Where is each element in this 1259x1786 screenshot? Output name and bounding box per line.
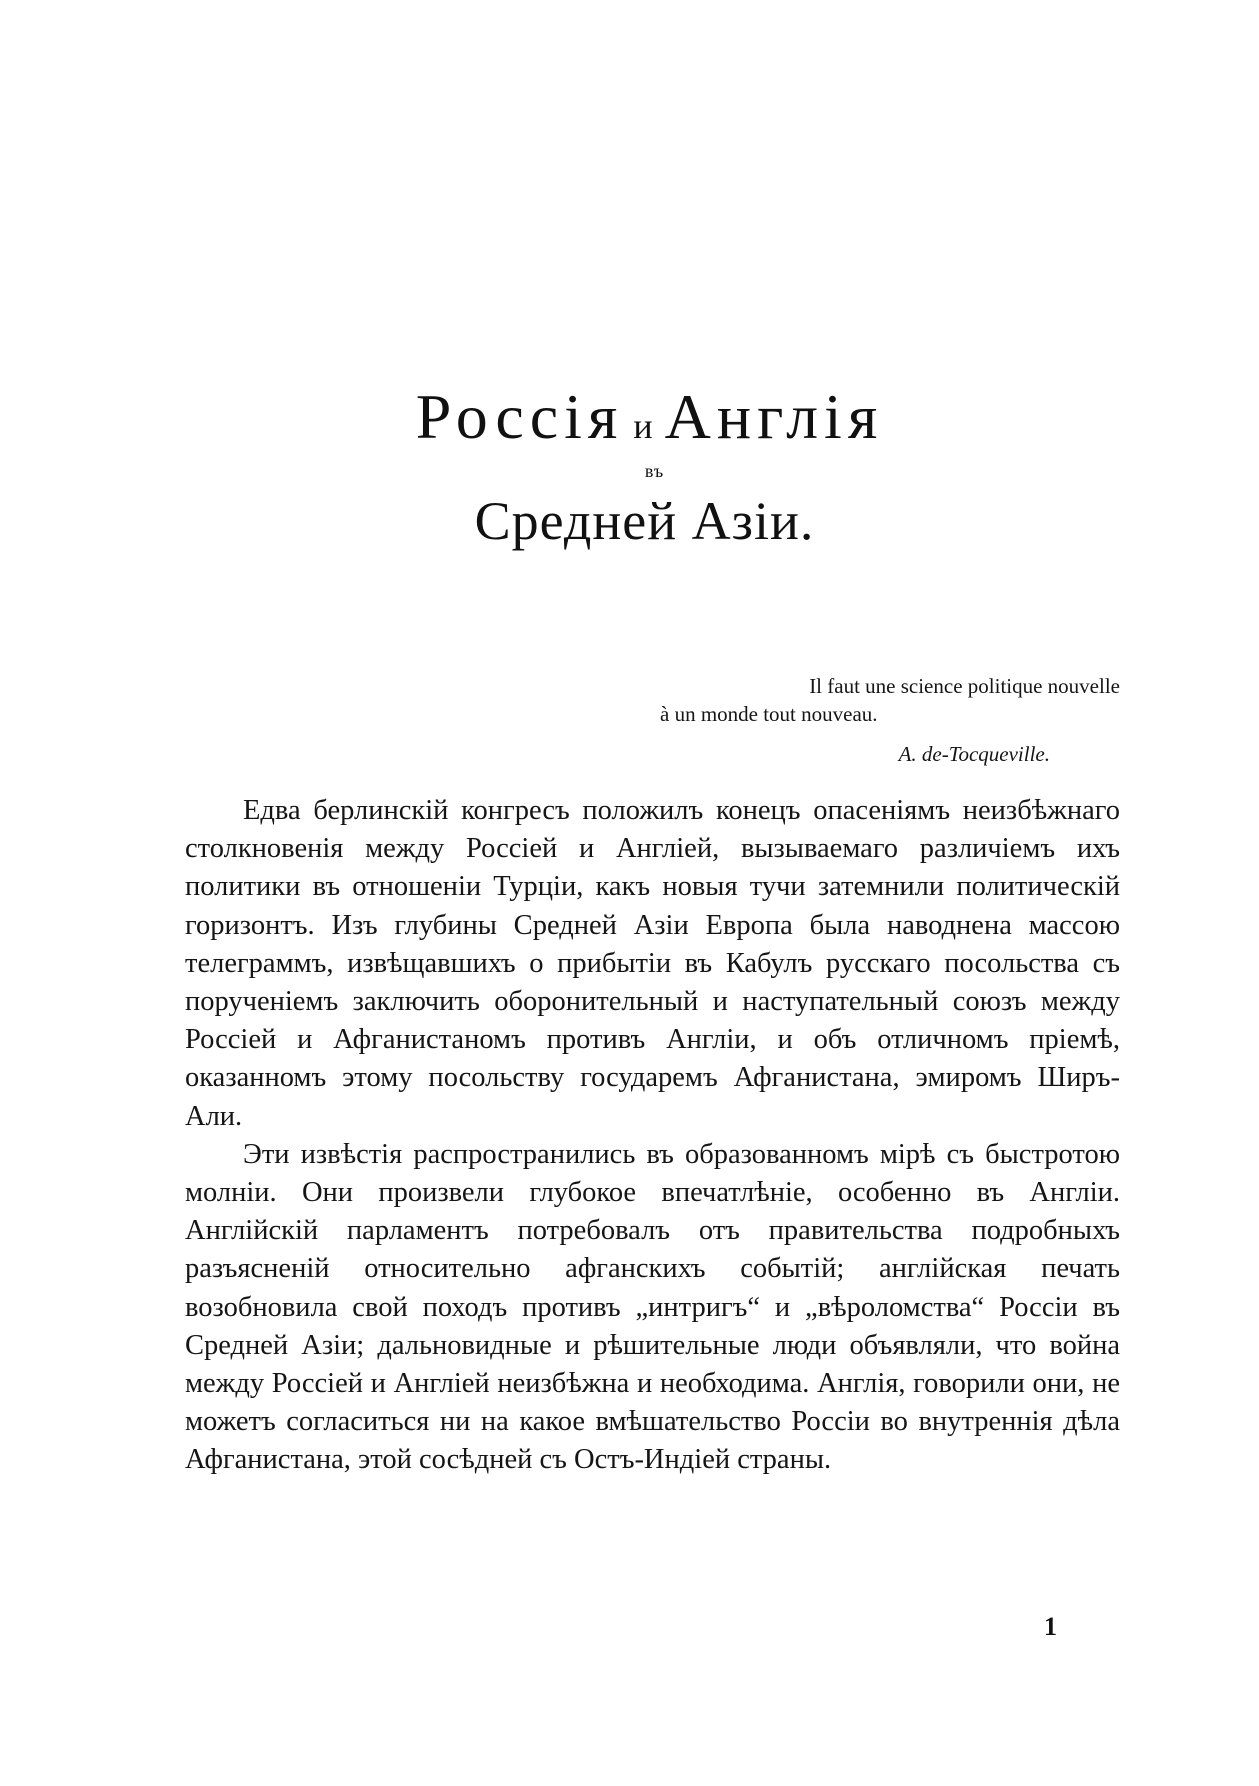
epigraph-author: A. de-Tocqueville.	[898, 742, 1050, 766]
title-england: Англія	[664, 381, 884, 452]
body-text	[185, 792, 1120, 1480]
chapter-title	[0, 381, 1259, 551]
page-number: 1	[1044, 1612, 1057, 1641]
title-line-main	[0, 381, 1259, 452]
epigraph-line-2: à un monde tout nouveau.	[660, 702, 878, 726]
epigraph	[640, 672, 1120, 768]
title-russia: Россія	[415, 381, 624, 452]
title-central-asia: Средней Азіи.	[474, 491, 815, 551]
epigraph-line-1: Il faut une science politique nouvelle	[809, 674, 1120, 698]
title-preposition: въ	[644, 461, 665, 481]
paragraph-2: Эти извѣстія распространились въ образованномъ мірѣ съ быстротою молніи. Они произвели глубокое впечатлѣніе, особенно въ Англіи. Англійскій парламентъ потребовалъ отъ правительства подробныхъ разъясненій относительно афганскихъ событій; англійская печать возобновила свой походъ противъ „интригъ“ и „вѣроломства“ Россіи въ Средней Азіи; дальновидные и рѣшительные люди объявляли, что война между Россіей и Англіей неизбѣжна и необходима. Англія, говорили они, не можетъ согласиться ни на какое вмѣшательство Россіи во внутреннія дѣла Афганистана, этой сосѣдней съ Остъ-Индіей страны.	[185, 1138, 1120, 1476]
title-conjunction: и	[633, 406, 655, 446]
paragraph-1: Едва берлинскій конгресъ положилъ конецъ опасеніямъ неизбѣжнаго столкновенія между Россіей и Англіей, вызываемаго различіемъ ихъ политики въ отношеніи Турціи, какъ новыя тучи затемнили политическій горизонтъ. Изъ глубины Средней Азіи Европа была наводнена массою телеграммъ, извѣщавшихъ о прибытіи въ Кабулъ русскаго посольства съ порученіемъ заключить оборонительный и наступательный союзъ между Россіей и Афганистаномъ противъ Англіи, и объ отличномъ пріемѣ, оказанномъ этому посольству государемъ Афганистана, эмиромъ Ширъ-Али.	[185, 795, 1120, 1132]
